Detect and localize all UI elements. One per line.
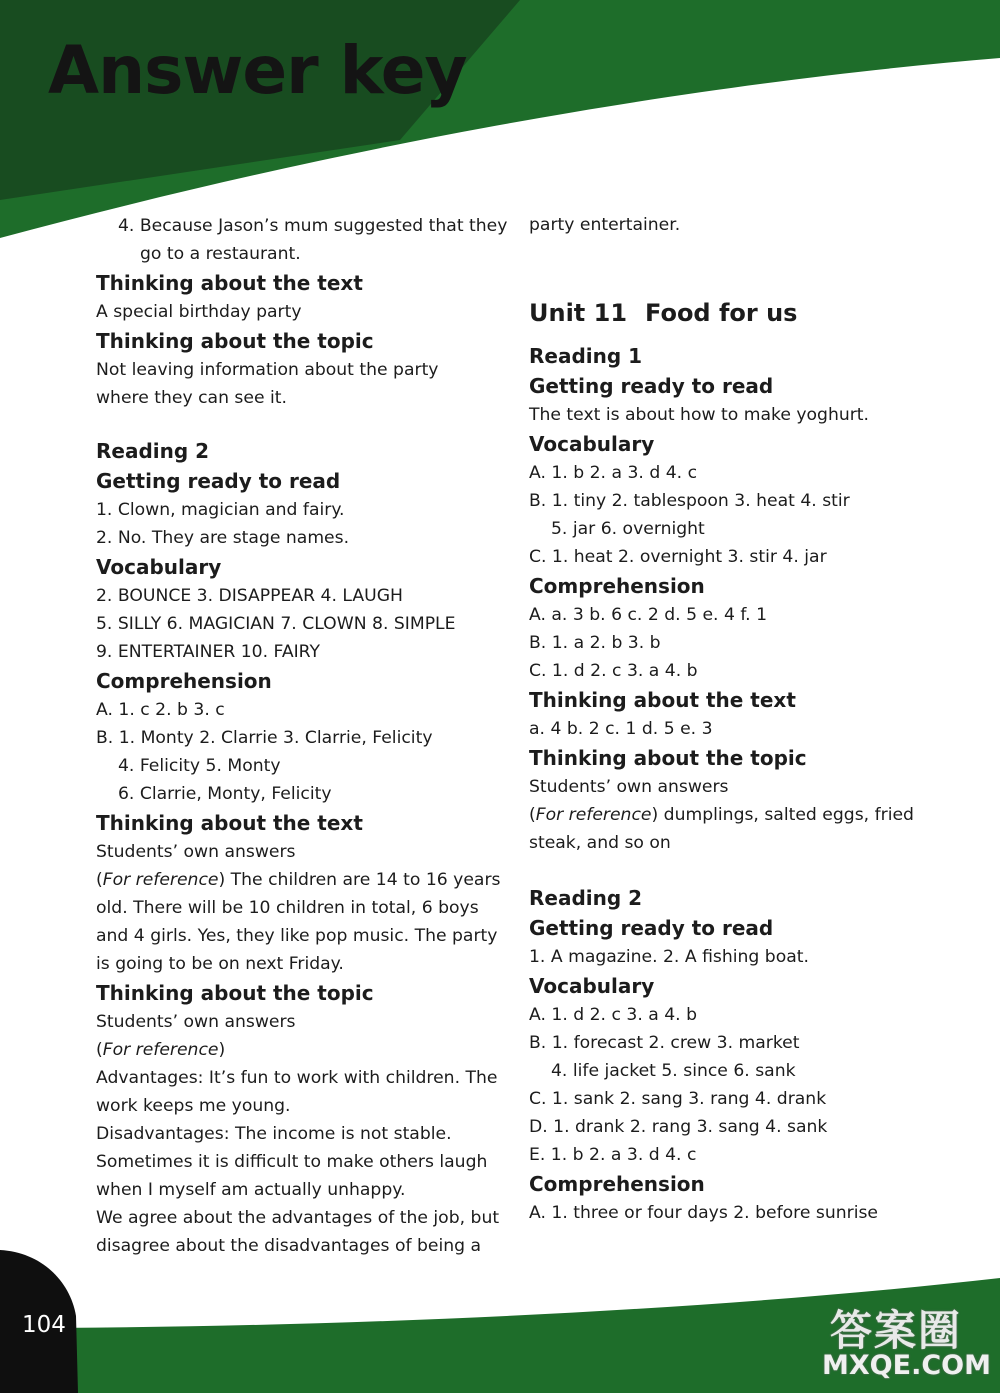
reference-line: (For reference) dumplings, salted eggs, fried — [529, 805, 914, 825]
reference-label: For reference — [102, 1040, 219, 1060]
answer-line: C. 1. d 2. c 3. a 4. b — [529, 661, 698, 681]
page-number: 104 — [22, 1312, 66, 1338]
answer-line: 9. ENTERTAINER 10. FAIRY — [96, 642, 321, 662]
answer-line: B. 1. tiny 2. tablespoon 3. heat 4. stir — [529, 491, 850, 511]
answer-line: 2. No. They are stage names. — [96, 528, 350, 548]
answer-line: B. 1. Monty 2. Clarrie 3. Clarrie, Felicity — [96, 728, 433, 748]
left-column — [96, 212, 516, 1260]
answer-line: B. 1. a 2. b 3. b — [529, 633, 661, 653]
watermark-logo-text: 答案圈 — [830, 1306, 963, 1355]
section-heading: Comprehension — [529, 1172, 705, 1196]
spacer — [529, 329, 969, 341]
answer-line: Advantages: It’s fun to work with children. The — [96, 1068, 498, 1088]
answer-line: Disadvantages: The income is not stable. — [96, 1124, 452, 1144]
section-heading: Thinking about the text — [529, 688, 796, 712]
unit-title — [529, 297, 969, 329]
answer-line: E. 1. b 2. a 3. d 4. c — [529, 1145, 697, 1165]
answer-line: work keeps me young. — [96, 1096, 291, 1116]
right-column — [529, 211, 969, 1227]
answer-line: 5. SILLY 6. MAGICIAN 7. CLOWN 8. SIMPLE — [96, 614, 456, 634]
reading-heading: Reading 2 — [529, 886, 643, 910]
answer-line: A. 1. c 2. b 3. c — [96, 700, 225, 720]
unit-number: Unit 11 — [529, 299, 628, 327]
reading-heading: Reading 1 — [529, 344, 643, 368]
answer-line: when I myself am actually unhappy. — [96, 1180, 406, 1200]
spacer — [529, 857, 969, 883]
section-heading: Thinking about the topic — [96, 981, 374, 1005]
answer-line: is going to be on next Friday. — [96, 954, 344, 974]
watermark-url: MXQE.COM — [822, 1350, 991, 1381]
answer-line: Not leaving information about the party — [96, 360, 439, 380]
answer-line: D. 1. drank 2. rang 3. sang 4. sank — [529, 1117, 828, 1137]
section-heading: Thinking about the topic — [96, 329, 374, 353]
section-heading: Comprehension — [96, 669, 272, 693]
answer-line: 4. life jacket 5. since 6. sank — [551, 1061, 796, 1081]
section-heading: Vocabulary — [96, 555, 222, 579]
answer-line: 4. Because Jason’s mum suggested that they — [118, 216, 508, 236]
answer-line: Students’ own answers — [96, 1012, 296, 1032]
answer-line: C. 1. heat 2. overnight 3. stir 4. jar — [529, 547, 827, 567]
reference-label: For reference — [535, 805, 652, 825]
spacer — [96, 412, 516, 436]
section-heading: Thinking about the topic — [529, 746, 807, 770]
answer-line: old. There will be 10 children in total, 6 boys — [96, 898, 479, 918]
answer-line: 1. A magazine. 2. A fishing boat. — [529, 947, 809, 967]
section-heading: Getting ready to read — [529, 916, 774, 940]
spacer — [529, 239, 969, 297]
answer-line: A. 1. b 2. a 3. d 4. c — [529, 463, 698, 483]
watermark — [822, 1298, 994, 1390]
answer-line: 1. Clown, magician and fairy. — [96, 500, 345, 520]
answer-line: go to a restaurant. — [140, 244, 301, 264]
answer-line: The text is about how to make yoghurt. — [529, 405, 870, 425]
answer-line: disagree about the disadvantages of being a — [96, 1236, 482, 1256]
answer-line: and 4 girls. Yes, they like pop music. The party — [96, 926, 498, 946]
answer-line: a. 4 b. 2 c. 1 d. 5 e. 3 — [529, 719, 713, 739]
answer-line: A special birthday party — [96, 302, 302, 322]
answer-line: 5. jar 6. overnight — [551, 519, 705, 539]
answer-line: steak, and so on — [529, 833, 671, 853]
answer-line: We agree about the advantages of the job, but — [96, 1208, 500, 1228]
answer-line: A. 1. three or four days 2. before sunrise — [529, 1203, 878, 1223]
answer-line: Students’ own answers — [96, 842, 296, 862]
answer-line: Students’ own answers — [529, 777, 729, 797]
reference-text: The children are 14 to 16 years — [225, 870, 501, 890]
section-heading: Getting ready to read — [529, 374, 774, 398]
answer-line: party entertainer. — [529, 215, 681, 235]
answer-line: 6. Clarrie, Monty, Felicity — [118, 784, 332, 804]
answer-line: C. 1. sank 2. sang 3. rang 4. drank — [529, 1089, 827, 1109]
reference-line: (For reference) The children are 14 to 16 years — [96, 870, 501, 890]
answer-line: A. a. 3 b. 6 c. 2 d. 5 e. 4 f. 1 — [529, 605, 768, 625]
section-heading: Comprehension — [529, 574, 705, 598]
section-heading: Thinking about the text — [96, 811, 363, 835]
reference-line: (For reference) — [96, 1040, 226, 1060]
answer-line: A. 1. d 2. c 3. a 4. b — [529, 1005, 698, 1025]
reference-label: For reference — [102, 870, 219, 890]
answer-line: 4. Felicity 5. Monty — [118, 756, 281, 776]
section-heading: Vocabulary — [529, 432, 655, 456]
answer-line: 2. BOUNCE 3. DISAPPEAR 4. LAUGH — [96, 586, 403, 606]
page-title: Answer key — [48, 32, 467, 109]
section-heading: Vocabulary — [529, 974, 655, 998]
unit-name: Food for us — [645, 299, 798, 327]
section-heading: Getting ready to read — [96, 469, 341, 493]
answer-line: where they can see it. — [96, 388, 287, 408]
answer-line: Sometimes it is difficult to make others laugh — [96, 1152, 488, 1172]
answer-line: B. 1. forecast 2. crew 3. market — [529, 1033, 800, 1053]
section-heading: Thinking about the text — [96, 271, 363, 295]
reading-heading: Reading 2 — [96, 439, 210, 463]
reference-text: dumplings, salted eggs, fried — [658, 805, 914, 825]
